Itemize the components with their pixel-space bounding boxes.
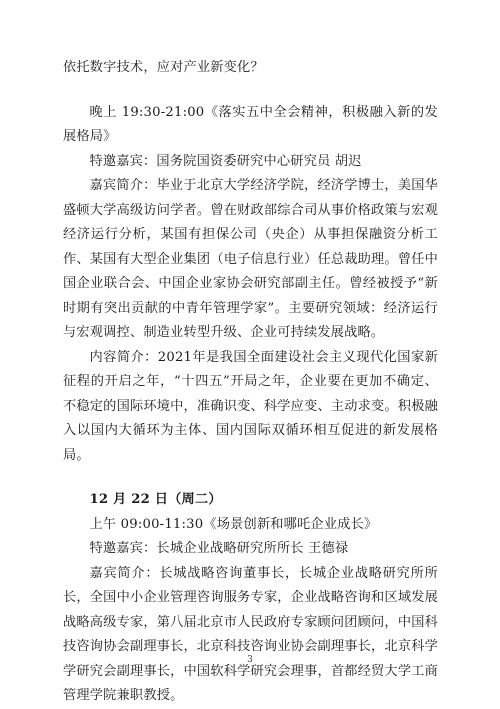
evening-session-title: 晚上 19:30-21:00《落实五中全会精神，积极融入新的发展格局》: [63, 104, 438, 144]
guest-line-wang-delu: 特邀嘉宾：长城企业战略研究所所长 王德禄: [89, 541, 349, 556]
continuation-line: 依托数字技术，应对产业新变化？: [63, 60, 264, 75]
guest-bio-wang-delu: 嘉宾简介：长城战略咨询董事长，长城企业战略研究所所长，全国中小企业管理咨询服务专家，企业战略咨询和区域发展战略高级专家，第八届北京市人民政府专家顾问团顾问，中国科技咨询协会副理事长，北京科技咨询业协会副理事长，北京科学学研究会副理事长，中国软科学研究会理事，首都经贸大学工商管理学院兼职教授。: [63, 565, 438, 703]
morning-session-title: 上午 09:00-11:30《场景创新和哪吒企业成长》: [89, 516, 378, 532]
document-body: [63, 56, 438, 709]
date-heading: 12 月 22 日（周二）: [89, 492, 222, 507]
page-number: 3: [247, 655, 253, 665]
guest-line-hu-chi: 特邀嘉宾：国务院国资委研究中心研究员 胡迟: [89, 153, 362, 169]
content-summary: 内容简介：2021年是我国全面建设社会主义现代化国家新征程的开启之年，“十四五”开局之年，企业要在更加不确定、不稳定的国际环境中，准确识变、科学应变、主动求变。积极融入以国内大循环为主体、国内国际双循环相互促进的新发展格局。: [63, 349, 438, 463]
guest-bio-hu-chi: 嘉宾简介：毕业于北京大学经济学院，经济学博士，美国华盛顿大学高级访问学者。曾在财政部综合司从事价格政策与宏观经济运行分析，某国有担保公司（央企）从事担保融资分析工作、某国有大型企业集团（电子信息行业）任总裁助理。曾任中国企业联合会、中国企业家协会研究部副主任。曾经被授予“新时期有突出贡献的中青年管理学家”。主要研究领域：经济运行与宏观调控、制造业转型升级、企业可持续发展战略。: [63, 178, 438, 340]
